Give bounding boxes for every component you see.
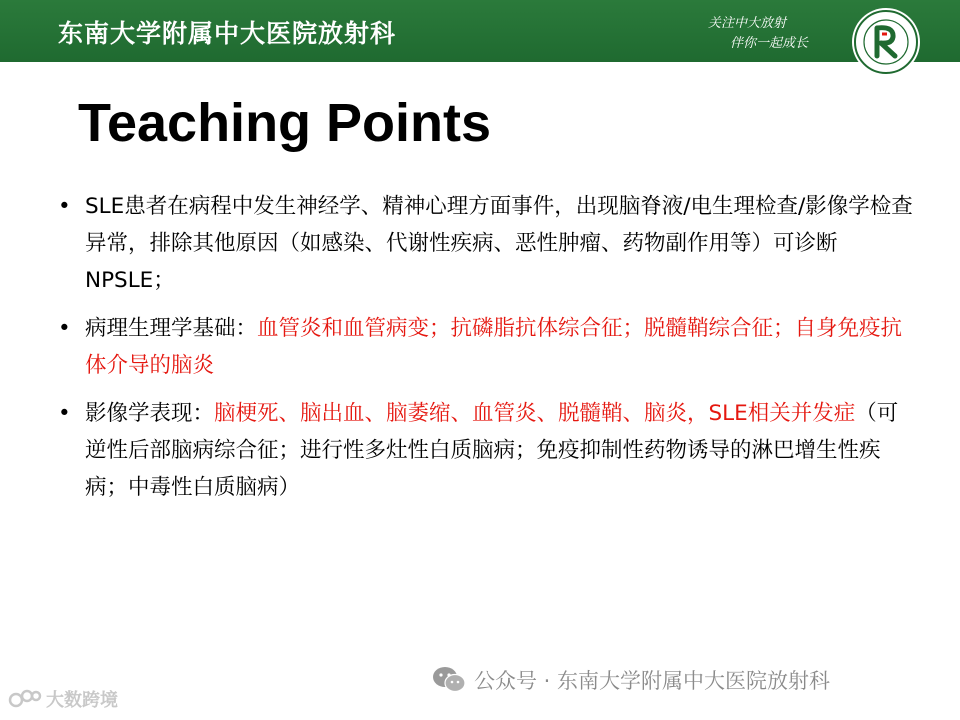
bullet-marker: • [58,194,71,219]
bullet-item [58,395,918,506]
bullet-marker: • [58,401,71,426]
corner-watermark-text: 大数跨境 [46,690,118,711]
wechat-icon [432,666,466,694]
corner-watermark [8,686,118,712]
bullet-text: SLE患者在病程中发生神经学、精神心理方面事件，出现脑脊液/电生理检查/影像学检查异常，排除其他原因（如感染、代谢性疾病、恶性肿瘤、药物副作用等）可诊断NPSLE； [85,194,913,293]
hospital-radiology-logo-icon [848,4,924,80]
brand-mark-icon [8,687,42,711]
bullet-marker: • [58,316,71,341]
slide-title: Teaching Points [78,93,492,153]
bullet-item [58,188,918,299]
bullet-text: 病理生理学基础： [85,316,258,341]
bullet-text: 血管炎和血管病变；抗磷脂抗体综合征；脱髓鞘综合征；自身免疫抗体介导的脑炎 [85,316,903,378]
bullet-text: （可逆性后部脑病综合征；进行性多灶性白质脑病；免疫抑制性药物诱导的淋巴增生性疾病；中毒性白质脑病） [85,401,899,500]
footer-watermark-text: 公众号 · 东南大学附属中大医院放射科 [474,669,831,693]
slogan-line-2: 伴你一起成长 [730,36,809,51]
bullet-text: 脑梗死、脑出血、脑萎缩、血管炎、脱髓鞘、脑炎，SLE相关并发症 [214,401,856,426]
bullet-list [58,188,918,517]
slogan-line-1: 关注中大放射 [708,16,787,31]
header-slogan [708,14,808,54]
header-title: 东南大学附属中大医院放射科 [58,19,397,48]
bullet-item [58,310,918,384]
header-bar [0,0,960,62]
footer-watermark [432,665,830,695]
bullet-text: 影像学表现： [85,401,215,426]
